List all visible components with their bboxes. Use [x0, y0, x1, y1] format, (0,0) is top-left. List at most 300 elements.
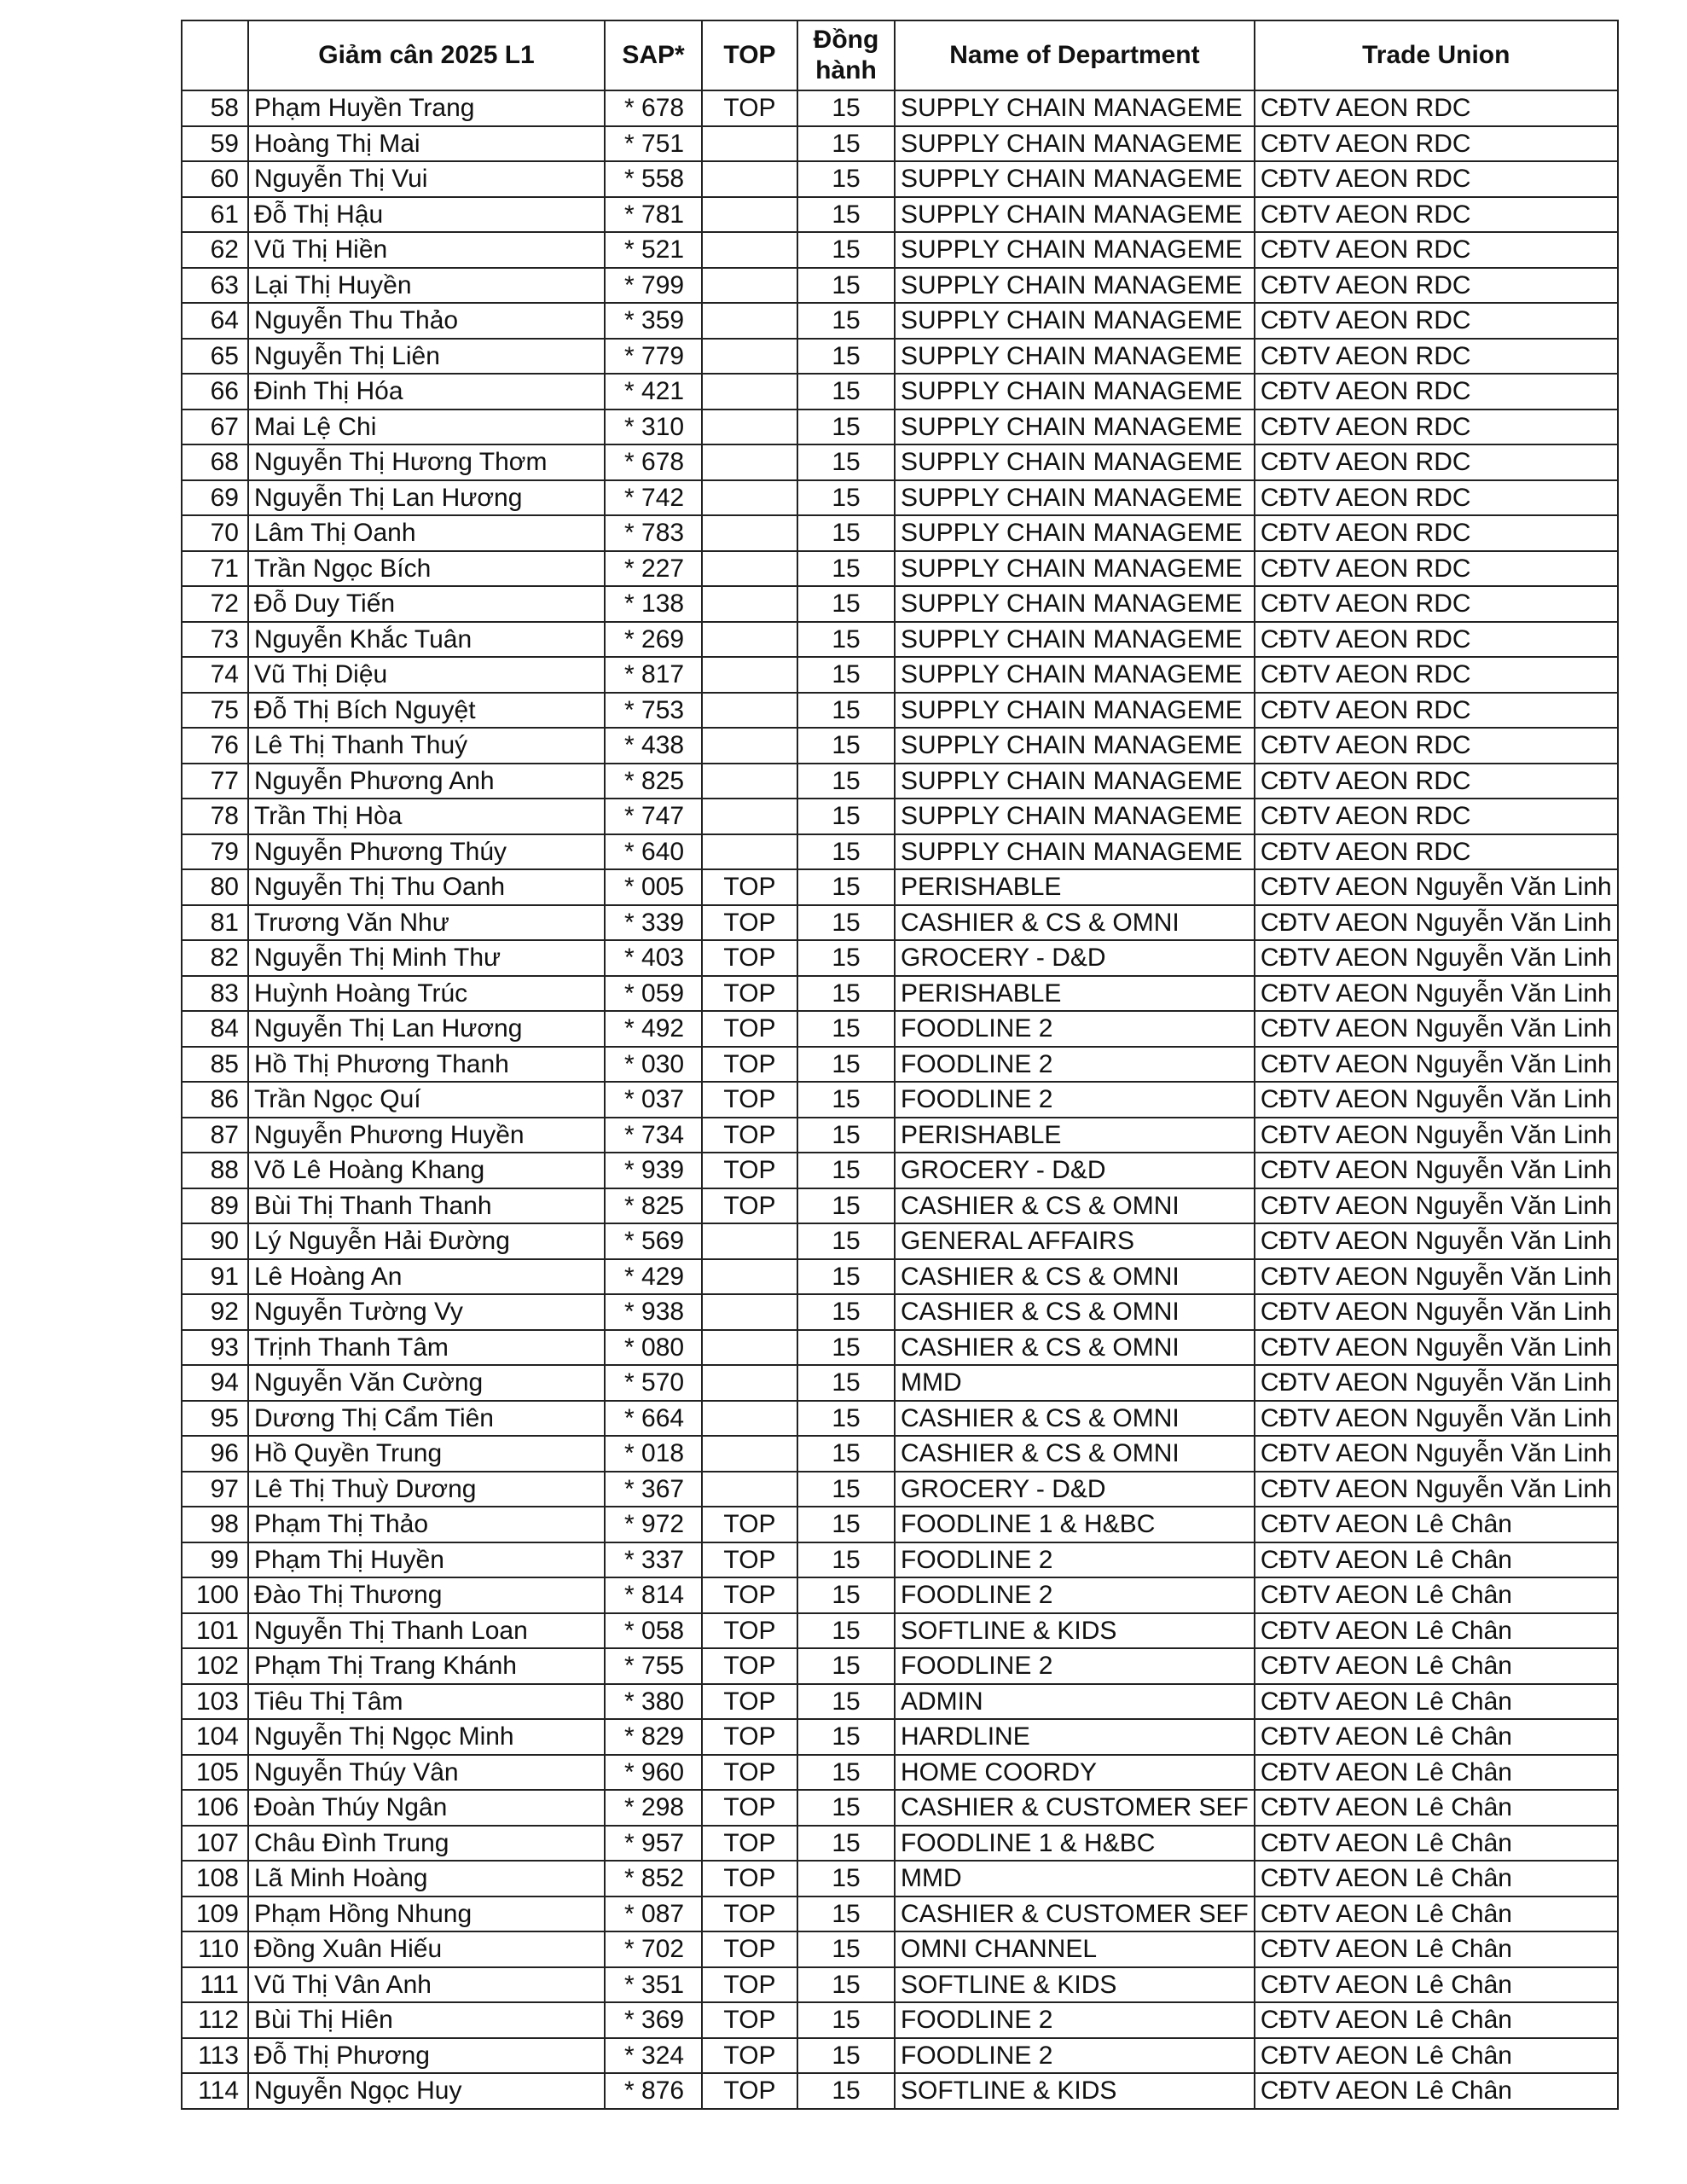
- trade-union-name: CĐTV AEON RDC: [1255, 126, 1618, 162]
- sap-code: * 058: [605, 1613, 702, 1649]
- member-name: Nguyễn Ngọc Huy: [248, 2073, 605, 2109]
- row-number: 58: [182, 90, 248, 126]
- dong-hanh-value: 15: [797, 515, 895, 551]
- member-name: Đồng Xuân Hiếu: [248, 1931, 605, 1967]
- member-name: Lâm Thị Oanh: [248, 515, 605, 551]
- row-number: 106: [182, 1790, 248, 1826]
- dong-hanh-value: 15: [797, 1118, 895, 1153]
- top-flag: TOP: [702, 1577, 797, 1613]
- trade-union-name: CĐTV AEON RDC: [1255, 339, 1618, 375]
- table-row: [182, 1188, 1618, 1224]
- trade-union-name: CĐTV AEON Nguyễn Văn Linh: [1255, 1223, 1618, 1259]
- member-name: Đỗ Duy Tiến: [248, 586, 605, 622]
- dong-hanh-value: 15: [797, 764, 895, 799]
- table-row: [182, 1011, 1618, 1047]
- top-flag: TOP: [702, 1790, 797, 1826]
- trade-union-name: CĐTV AEON RDC: [1255, 586, 1618, 622]
- dong-hanh-value: 15: [797, 940, 895, 976]
- top-flag: [702, 410, 797, 445]
- sap-code: * 367: [605, 1472, 702, 1507]
- member-name: Trần Ngọc Quí: [248, 1082, 605, 1118]
- dong-hanh-value: 15: [797, 1507, 895, 1542]
- sap-code: * 369: [605, 2002, 702, 2038]
- sap-code: * 037: [605, 1082, 702, 1118]
- dong-hanh-value: 15: [797, 161, 895, 197]
- department-name: MMD: [895, 1365, 1255, 1401]
- department-name: FOODLINE 2: [895, 1011, 1255, 1047]
- member-name: Nguyễn Thị Lan Hương: [248, 1011, 605, 1047]
- trade-union-name: CĐTV AEON Nguyễn Văn Linh: [1255, 1082, 1618, 1118]
- member-name: Nguyễn Thị Vui: [248, 161, 605, 197]
- table-row: [182, 2002, 1618, 2038]
- table-row: [182, 1118, 1618, 1153]
- trade-union-name: CĐTV AEON Lê Chân: [1255, 1577, 1618, 1613]
- sap-code: * 876: [605, 2073, 702, 2109]
- table-row: [182, 1542, 1618, 1578]
- trade-union-name: CĐTV AEON Lê Chân: [1255, 1755, 1618, 1791]
- dong-hanh-value: 15: [797, 1967, 895, 2003]
- trade-union-name: CĐTV AEON RDC: [1255, 303, 1618, 339]
- row-number: 76: [182, 728, 248, 764]
- table-row: [182, 90, 1618, 126]
- member-name: Nguyễn Thị Ngọc Minh: [248, 1719, 605, 1755]
- top-flag: TOP: [702, 976, 797, 1012]
- table-row: [182, 940, 1618, 976]
- header-department: Name of Department: [895, 20, 1255, 90]
- participants-table: [181, 20, 1619, 2110]
- trade-union-name: CĐTV AEON Lê Chân: [1255, 2038, 1618, 2074]
- member-name: Trịnh Thanh Tâm: [248, 1330, 605, 1366]
- sap-code: * 339: [605, 905, 702, 941]
- sap-code: * 960: [605, 1755, 702, 1791]
- trade-union-name: CĐTV AEON RDC: [1255, 834, 1618, 870]
- member-name: Lý Nguyễn Hải Đường: [248, 1223, 605, 1259]
- dong-hanh-value: 15: [797, 480, 895, 516]
- top-flag: [702, 586, 797, 622]
- table-row: [182, 1755, 1618, 1791]
- member-name: Huỳnh Hoàng Trúc: [248, 976, 605, 1012]
- member-name: Võ Lê Hoàng Khang: [248, 1153, 605, 1188]
- row-number: 81: [182, 905, 248, 941]
- department-name: SUPPLY CHAIN MANAGEME: [895, 268, 1255, 304]
- department-name: CASHIER & CUSTOMER SEF: [895, 1790, 1255, 1826]
- department-name: SUPPLY CHAIN MANAGEME: [895, 622, 1255, 658]
- top-flag: [702, 1365, 797, 1401]
- sap-code: * 380: [605, 1684, 702, 1720]
- table-row: [182, 905, 1618, 941]
- member-name: Trương Văn Như: [248, 905, 605, 941]
- dong-hanh-value: 15: [797, 1223, 895, 1259]
- member-name: Bùi Thị Thanh Thanh: [248, 1188, 605, 1224]
- member-name: Mai Lệ Chi: [248, 410, 605, 445]
- table-row: [182, 693, 1618, 729]
- dong-hanh-value: 15: [797, 1861, 895, 1896]
- trade-union-name: CĐTV AEON Lê Chân: [1255, 1542, 1618, 1578]
- table-row: [182, 622, 1618, 658]
- department-name: SUPPLY CHAIN MANAGEME: [895, 586, 1255, 622]
- table-row: [182, 515, 1618, 551]
- row-number: 70: [182, 515, 248, 551]
- table-row: [182, 976, 1618, 1012]
- member-name: Trần Ngọc Bích: [248, 551, 605, 587]
- dong-hanh-value: 15: [797, 1896, 895, 1932]
- top-flag: [702, 657, 797, 693]
- header-index: [182, 20, 248, 90]
- top-flag: TOP: [702, 2038, 797, 2074]
- sap-code: * 817: [605, 657, 702, 693]
- row-number: 84: [182, 1011, 248, 1047]
- top-flag: [702, 1294, 797, 1330]
- row-number: 71: [182, 551, 248, 587]
- table-row: [182, 1967, 1618, 2003]
- dong-hanh-value: 15: [797, 976, 895, 1012]
- trade-union-name: CĐTV AEON Lê Chân: [1255, 1613, 1618, 1649]
- dong-hanh-value: 15: [797, 1082, 895, 1118]
- trade-union-name: CĐTV AEON Lê Chân: [1255, 2002, 1618, 2038]
- top-flag: [702, 693, 797, 729]
- row-number: 65: [182, 339, 248, 375]
- member-name: Nguyễn Thị Thanh Loan: [248, 1613, 605, 1649]
- table-row: [182, 586, 1618, 622]
- dong-hanh-value: 15: [797, 268, 895, 304]
- trade-union-name: CĐTV AEON Lê Chân: [1255, 2073, 1618, 2109]
- sap-code: * 755: [605, 1648, 702, 1684]
- top-flag: [702, 303, 797, 339]
- member-name: Nguyễn Phương Anh: [248, 764, 605, 799]
- table-row: [182, 444, 1618, 480]
- row-number: 61: [182, 197, 248, 233]
- dong-hanh-value: 15: [797, 1294, 895, 1330]
- department-name: CASHIER & CS & OMNI: [895, 1401, 1255, 1437]
- dong-hanh-value: 15: [797, 2073, 895, 2109]
- sap-code: * 825: [605, 1188, 702, 1224]
- dong-hanh-value: 15: [797, 1047, 895, 1083]
- member-name: Nguyễn Thu Thảo: [248, 303, 605, 339]
- table-row: [182, 1507, 1618, 1542]
- row-number: 93: [182, 1330, 248, 1366]
- row-number: 95: [182, 1401, 248, 1437]
- table-row: [182, 480, 1618, 516]
- sap-code: * 779: [605, 339, 702, 375]
- table-row: [182, 232, 1618, 268]
- department-name: HARDLINE: [895, 1719, 1255, 1755]
- trade-union-name: CĐTV AEON RDC: [1255, 551, 1618, 587]
- trade-union-name: CĐTV AEON RDC: [1255, 232, 1618, 268]
- row-number: 86: [182, 1082, 248, 1118]
- row-number: 101: [182, 1613, 248, 1649]
- trade-union-name: CĐTV AEON Nguyễn Văn Linh: [1255, 869, 1618, 905]
- sap-code: * 938: [605, 1294, 702, 1330]
- top-flag: TOP: [702, 90, 797, 126]
- sap-code: * 429: [605, 1259, 702, 1295]
- member-name: Nguyễn Thị Thu Oanh: [248, 869, 605, 905]
- dong-hanh-value: 15: [797, 1188, 895, 1224]
- top-flag: TOP: [702, 1719, 797, 1755]
- trade-union-name: CĐTV AEON RDC: [1255, 764, 1618, 799]
- member-name: Vũ Thị Hiền: [248, 232, 605, 268]
- department-name: SUPPLY CHAIN MANAGEME: [895, 410, 1255, 445]
- table-row: [182, 1684, 1618, 1720]
- row-number: 111: [182, 1967, 248, 2003]
- top-flag: [702, 1330, 797, 1366]
- department-name: SUPPLY CHAIN MANAGEME: [895, 232, 1255, 268]
- top-flag: [702, 1259, 797, 1295]
- member-name: Phạm Hồng Nhung: [248, 1896, 605, 1932]
- department-name: SUPPLY CHAIN MANAGEME: [895, 551, 1255, 587]
- department-name: FOODLINE 1 & H&BC: [895, 1507, 1255, 1542]
- row-number: 87: [182, 1118, 248, 1153]
- row-number: 97: [182, 1472, 248, 1507]
- department-name: SUPPLY CHAIN MANAGEME: [895, 728, 1255, 764]
- table-row: [182, 268, 1618, 304]
- row-number: 105: [182, 1755, 248, 1791]
- department-name: HOME COORDY: [895, 1755, 1255, 1791]
- department-name: SUPPLY CHAIN MANAGEME: [895, 693, 1255, 729]
- department-name: GENERAL AFFAIRS: [895, 1223, 1255, 1259]
- dong-hanh-value: 15: [797, 1542, 895, 1578]
- member-name: Vũ Thị Vân Anh: [248, 1967, 605, 2003]
- dong-hanh-value: 15: [797, 551, 895, 587]
- member-name: Đỗ Thị Bích Nguyệt: [248, 693, 605, 729]
- row-number: 68: [182, 444, 248, 480]
- dong-hanh-value: 15: [797, 1330, 895, 1366]
- top-flag: TOP: [702, 1118, 797, 1153]
- trade-union-name: CĐTV AEON Lê Chân: [1255, 1967, 1618, 2003]
- sap-code: * 269: [605, 622, 702, 658]
- row-number: 75: [182, 693, 248, 729]
- top-flag: TOP: [702, 1931, 797, 1967]
- top-flag: TOP: [702, 1896, 797, 1932]
- trade-union-name: CĐTV AEON RDC: [1255, 90, 1618, 126]
- table-row: [182, 1223, 1618, 1259]
- header-trade-union: Trade Union: [1255, 20, 1618, 90]
- member-name: Nguyễn Thị Lan Hương: [248, 480, 605, 516]
- member-name: Phạm Huyền Trang: [248, 90, 605, 126]
- dong-hanh-value: 15: [797, 1401, 895, 1437]
- header-name: Giảm cân 2025 L1: [248, 20, 605, 90]
- row-number: 60: [182, 161, 248, 197]
- sap-code: * 558: [605, 161, 702, 197]
- department-name: CASHIER & CUSTOMER SEF: [895, 1896, 1255, 1932]
- row-number: 98: [182, 1507, 248, 1542]
- trade-union-name: CĐTV AEON Lê Chân: [1255, 1507, 1618, 1542]
- table-row: [182, 657, 1618, 693]
- table-row: [182, 1047, 1618, 1083]
- row-number: 63: [182, 268, 248, 304]
- table-row: [182, 834, 1618, 870]
- header-sap: SAP*: [605, 20, 702, 90]
- row-number: 80: [182, 869, 248, 905]
- department-name: SOFTLINE & KIDS: [895, 2073, 1255, 2109]
- row-number: 108: [182, 1861, 248, 1896]
- row-number: 92: [182, 1294, 248, 1330]
- trade-union-name: CĐTV AEON RDC: [1255, 622, 1618, 658]
- dong-hanh-value: 15: [797, 232, 895, 268]
- top-flag: [702, 374, 797, 410]
- dong-hanh-value: 15: [797, 2002, 895, 2038]
- sap-code: * 678: [605, 90, 702, 126]
- top-flag: [702, 232, 797, 268]
- table-row: [182, 1648, 1618, 1684]
- sap-code: * 734: [605, 1118, 702, 1153]
- trade-union-name: CĐTV AEON Nguyễn Văn Linh: [1255, 1011, 1618, 1047]
- row-number: 85: [182, 1047, 248, 1083]
- sap-code: * 138: [605, 586, 702, 622]
- sap-code: * 939: [605, 1153, 702, 1188]
- department-name: MMD: [895, 1861, 1255, 1896]
- department-name: FOODLINE 2: [895, 2038, 1255, 2074]
- member-name: Nguyễn Phương Thúy: [248, 834, 605, 870]
- department-name: SUPPLY CHAIN MANAGEME: [895, 197, 1255, 233]
- trade-union-name: CĐTV AEON Nguyễn Văn Linh: [1255, 940, 1618, 976]
- top-flag: [702, 126, 797, 162]
- dong-hanh-value: 15: [797, 197, 895, 233]
- top-flag: TOP: [702, 1507, 797, 1542]
- department-name: FOODLINE 2: [895, 1082, 1255, 1118]
- row-number: 59: [182, 126, 248, 162]
- table-row: [182, 1259, 1618, 1295]
- trade-union-name: CĐTV AEON RDC: [1255, 444, 1618, 480]
- row-number: 90: [182, 1223, 248, 1259]
- dong-hanh-value: 15: [797, 1684, 895, 1720]
- dong-hanh-value: 15: [797, 1436, 895, 1472]
- sap-code: * 747: [605, 799, 702, 834]
- dong-hanh-value: 15: [797, 1011, 895, 1047]
- top-flag: TOP: [702, 1613, 797, 1649]
- row-number: 74: [182, 657, 248, 693]
- table-row: [182, 764, 1618, 799]
- top-flag: [702, 1472, 797, 1507]
- trade-union-name: CĐTV AEON Lê Chân: [1255, 1826, 1618, 1862]
- table-row: [182, 728, 1618, 764]
- member-name: Nguyễn Thị Hương Thơm: [248, 444, 605, 480]
- dong-hanh-value: 15: [797, 1577, 895, 1613]
- sap-code: * 080: [605, 1330, 702, 1366]
- top-flag: TOP: [702, 1861, 797, 1896]
- dong-hanh-value: 15: [797, 444, 895, 480]
- dong-hanh-value: 15: [797, 799, 895, 834]
- table-row: [182, 1613, 1618, 1649]
- row-number: 110: [182, 1931, 248, 1967]
- member-name: Lê Thị Thuỳ Dương: [248, 1472, 605, 1507]
- dong-hanh-value: 15: [797, 693, 895, 729]
- dong-hanh-value: 15: [797, 126, 895, 162]
- department-name: SUPPLY CHAIN MANAGEME: [895, 480, 1255, 516]
- row-number: 88: [182, 1153, 248, 1188]
- row-number: 100: [182, 1577, 248, 1613]
- department-name: SUPPLY CHAIN MANAGEME: [895, 764, 1255, 799]
- dong-hanh-value: 15: [797, 1259, 895, 1295]
- member-name: Bùi Thị Hiên: [248, 2002, 605, 2038]
- department-name: FOODLINE 2: [895, 1047, 1255, 1083]
- row-number: 72: [182, 586, 248, 622]
- trade-union-name: CĐTV AEON Nguyễn Văn Linh: [1255, 1188, 1618, 1224]
- trade-union-name: CĐTV AEON Nguyễn Văn Linh: [1255, 905, 1618, 941]
- department-name: SUPPLY CHAIN MANAGEME: [895, 126, 1255, 162]
- top-flag: [702, 551, 797, 587]
- row-number: 66: [182, 374, 248, 410]
- sap-code: * 783: [605, 515, 702, 551]
- top-flag: [702, 197, 797, 233]
- trade-union-name: CĐTV AEON RDC: [1255, 799, 1618, 834]
- sap-code: * 324: [605, 2038, 702, 2074]
- row-number: 113: [182, 2038, 248, 2074]
- trade-union-name: CĐTV AEON RDC: [1255, 657, 1618, 693]
- table-row: [182, 339, 1618, 375]
- department-name: FOODLINE 2: [895, 1648, 1255, 1684]
- department-name: CASHIER & CS & OMNI: [895, 1330, 1255, 1366]
- sap-code: * 678: [605, 444, 702, 480]
- table-row: [182, 869, 1618, 905]
- row-number: 99: [182, 1542, 248, 1578]
- dong-hanh-value: 15: [797, 834, 895, 870]
- member-name: Nguyễn Thị Liên: [248, 339, 605, 375]
- top-flag: [702, 834, 797, 870]
- dong-hanh-value: 15: [797, 1648, 895, 1684]
- department-name: GROCERY - D&D: [895, 1472, 1255, 1507]
- dong-hanh-value: 15: [797, 410, 895, 445]
- member-name: Phạm Thị Trang Khánh: [248, 1648, 605, 1684]
- top-flag: TOP: [702, 2073, 797, 2109]
- sap-code: * 351: [605, 1967, 702, 2003]
- table-row: [182, 1082, 1618, 1118]
- top-flag: TOP: [702, 1011, 797, 1047]
- sap-code: * 337: [605, 1542, 702, 1578]
- member-name: Lại Thị Huyền: [248, 268, 605, 304]
- top-flag: TOP: [702, 1047, 797, 1083]
- trade-union-name: CĐTV AEON RDC: [1255, 480, 1618, 516]
- table-row: [182, 799, 1618, 834]
- department-name: FOODLINE 1 & H&BC: [895, 1826, 1255, 1862]
- dong-hanh-value: 15: [797, 657, 895, 693]
- top-flag: TOP: [702, 2002, 797, 2038]
- department-name: CASHIER & CS & OMNI: [895, 1436, 1255, 1472]
- table-row: [182, 1472, 1618, 1507]
- table-row: [182, 1153, 1618, 1188]
- top-flag: [702, 764, 797, 799]
- member-name: Châu Đình Trung: [248, 1826, 605, 1862]
- dong-hanh-value: 15: [797, 1365, 895, 1401]
- sap-code: * 298: [605, 1790, 702, 1826]
- top-flag: [702, 1436, 797, 1472]
- dong-hanh-value: 15: [797, 1826, 895, 1862]
- row-number: 112: [182, 2002, 248, 2038]
- department-name: CASHIER & CS & OMNI: [895, 905, 1255, 941]
- table-row: [182, 303, 1618, 339]
- member-name: Nguyễn Tường Vy: [248, 1294, 605, 1330]
- department-name: SUPPLY CHAIN MANAGEME: [895, 515, 1255, 551]
- top-flag: [702, 339, 797, 375]
- sap-code: * 814: [605, 1577, 702, 1613]
- sap-code: * 664: [605, 1401, 702, 1437]
- sap-code: * 005: [605, 869, 702, 905]
- dong-hanh-value: 15: [797, 586, 895, 622]
- table-row: [182, 1436, 1618, 1472]
- row-number: 103: [182, 1684, 248, 1720]
- top-flag: TOP: [702, 1967, 797, 2003]
- row-number: 78: [182, 799, 248, 834]
- table-row: [182, 1577, 1618, 1613]
- sap-code: * 825: [605, 764, 702, 799]
- member-name: Đỗ Thị Phương: [248, 2038, 605, 2074]
- dong-hanh-value: 15: [797, 1790, 895, 1826]
- sap-code: * 829: [605, 1719, 702, 1755]
- table-row: [182, 1896, 1618, 1932]
- sap-code: * 753: [605, 693, 702, 729]
- member-name: Hoàng Thị Mai: [248, 126, 605, 162]
- table-row: [182, 197, 1618, 233]
- dong-hanh-value: 15: [797, 303, 895, 339]
